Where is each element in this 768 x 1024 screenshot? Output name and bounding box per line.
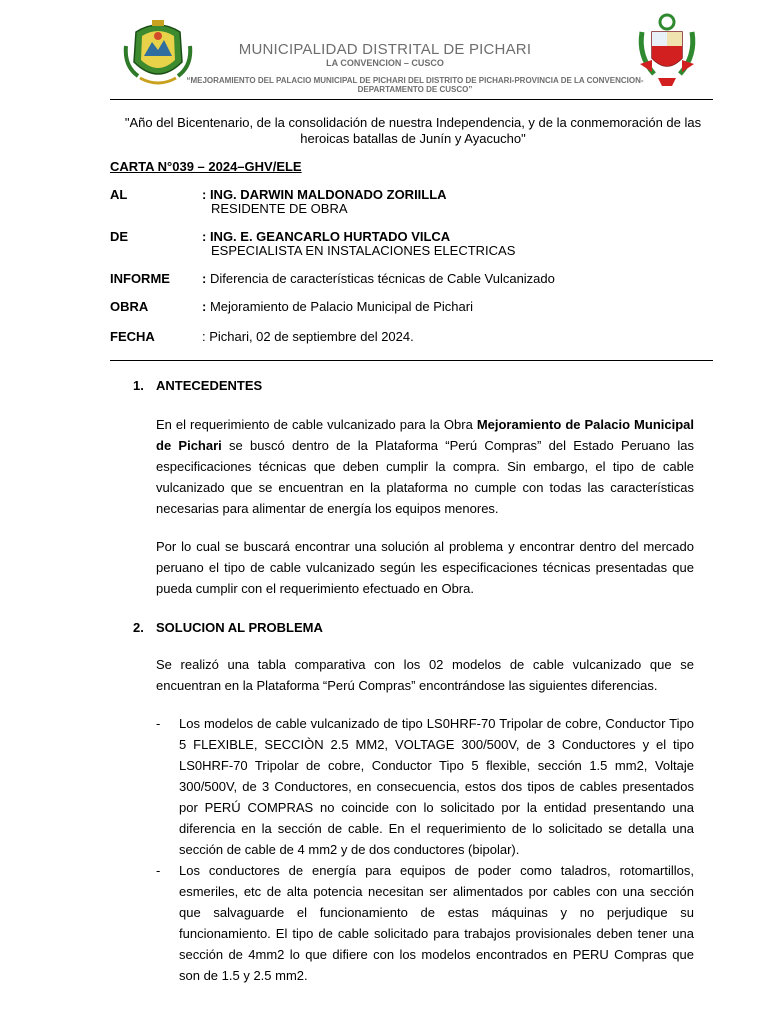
project-emphasis: Mejoramiento de Palacio Municipal de Pichari xyxy=(156,417,694,453)
year-motto: "Año del Bicentenario, de la consolidación de nuestra Independencia, y de la conmemoración de las heroicas batallas de Junín y Ayacucho" xyxy=(124,115,702,146)
bullet-text: Los conductores de energía para equipos de poder como taladros, rotomartillos, esmeriles, etc de alta potencia necesitan ser alimentados por cables con una sección que salvaguarde el funcionamiento de estas máquinas y no perjudique su funcionamiento. El tipo de cable solicitado para trabajos provisionales deben tener una sección de 4mm2 lo que difiere con los modelos encontrados en PERU Compras que son de 1.5 y 2.5 mm2. xyxy=(179,863,694,983)
solucion-paragraph-1: Se realizó una tabla comparativa con los 02 modelos de cable vulcanizado que se encuentran en la Plataforma “Perú Compras” encontrándose las siguientes diferencias. xyxy=(156,657,694,693)
from-name: : ING. E. GEANCARLO HURTADO VILCA xyxy=(202,229,451,244)
section-antecedentes-heading xyxy=(133,378,262,393)
project-name: “MEJORAMIENTO DEL PALACIO MUNICIPAL DE PICHARI DEL DISTRITO DE PICHARI-PROVINCIA DE LA CONVENCION-DEPARTAMENTO DE CUSCO” xyxy=(186,76,644,94)
work-label: OBRA xyxy=(110,299,149,314)
antecedentes-paragraph-2: Por lo cual se buscará encontrar una solución al problema y encontrar dentro del mercado peruano el tipo de cable vulcanizado según les especificaciones técnicas presentadas que pueda cumplir con el requerimiento efectuado en Obra. xyxy=(156,539,694,596)
work-colon: : xyxy=(202,299,207,314)
bullet-dash: - xyxy=(156,863,161,878)
list-item xyxy=(156,713,694,860)
report-value: Diferencia de características técnicas de Cable Vulcanizado xyxy=(206,271,555,286)
date-value: : Pichari, 02 de septiembre del 2024. xyxy=(202,329,414,344)
paragraph-text: se buscó dentro de la Plataforma “Perú Compras” del Estado Peruano las especificaciones técnicas que deben cumplir la compra. Sin embargo, el tipo de cable vulcanizado que se encuentran en la plataforma no cumple con todas las características necesarias para alimentar de energía los equipos menores. xyxy=(156,438,694,516)
antecedentes-paragraph-1 xyxy=(156,414,694,519)
report-label: INFORME xyxy=(110,271,170,286)
bullet-dash: - xyxy=(156,716,161,731)
paragraph-text: En el requerimiento de cable vulcanizado para la Obra xyxy=(156,417,477,432)
bullet-text: Los modelos de cable vulcanizado de tipo LS0HRF-70 Tripolar de cobre, Conductor Tipo 5 FLEXIBLE, SECCIÒN 2.5 MM2, VOLTAGE 300/500V, de 3 Conductores y el tipo LS0HRF-70 Tripolar de cobre, Conductor Tipo 5 flexible, sección 1.5 mm2, Voltaje 300/500V, de 3 Conductores, en consecuencia, estos dos tipos de cables presentados por PERÚ COMPRAS no coincide con lo solicitado por la entidad presentando una diferencia en la sección de cable. En el requerimiento de lo solicitado se detalla una sección de cable de 4 mm2 y de dos conductores (bipolar). xyxy=(179,716,694,857)
date-label: FECHA xyxy=(110,329,155,344)
to-label: AL xyxy=(110,187,128,202)
from-role: ESPECIALISTA EN INSTALACIONES ELECTRICAS xyxy=(211,243,516,258)
section-title: ANTECEDENTES xyxy=(156,378,263,393)
section-title: SOLUCION AL PROBLEMA xyxy=(156,620,323,635)
section-solucion-heading xyxy=(133,620,323,635)
from-label: DE xyxy=(110,229,129,244)
municipality-location: LA CONVENCION – CUSCO xyxy=(326,58,444,68)
letter-number: CARTA N°039 – 2024–GHV/ELE xyxy=(110,159,302,174)
to-name: : ING. DARWIN MALDONADO ZORIILLA xyxy=(202,187,447,202)
list-item xyxy=(156,860,694,986)
section-number: 2. xyxy=(133,620,144,635)
report-colon: : xyxy=(202,271,207,286)
header-divider xyxy=(110,99,713,100)
body-divider xyxy=(110,360,713,361)
municipality-title: MUNICIPALIDAD DISTRITAL DE PICHARI xyxy=(238,41,532,58)
to-role: RESIDENTE DE OBRA xyxy=(211,201,348,216)
section-number: 1. xyxy=(133,378,144,393)
work-value: Mejoramiento de Palacio Municipal de Pichari xyxy=(206,299,473,314)
